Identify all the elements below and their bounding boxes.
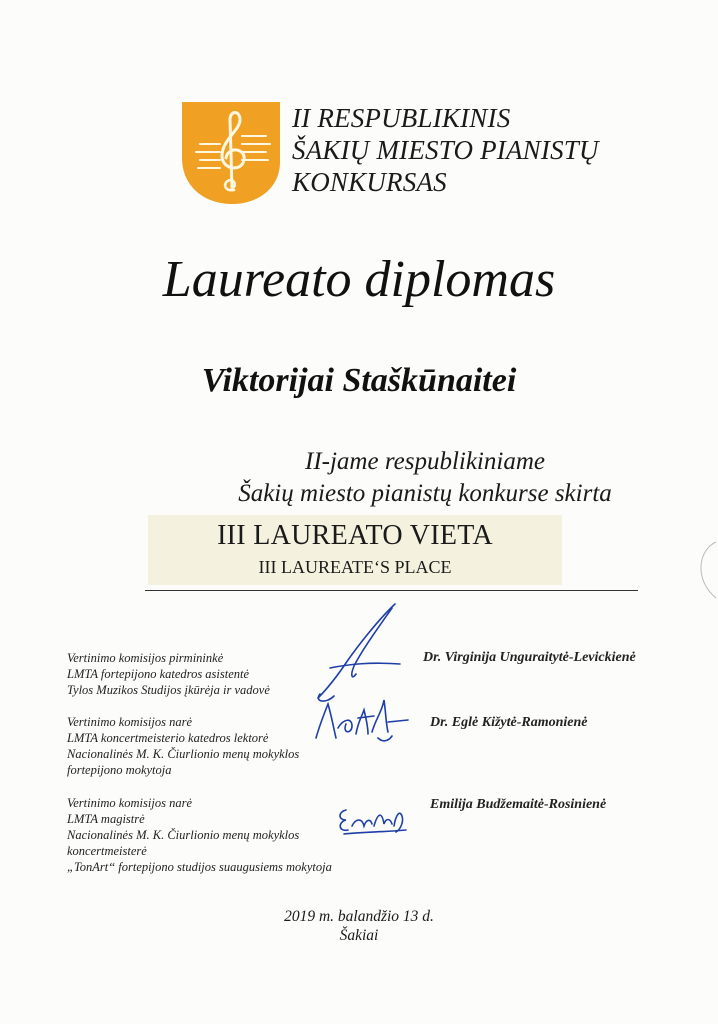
- recipient-name: Viktorijai Staškūnaitei: [201, 362, 517, 399]
- role-line: LMTA magistrė: [67, 812, 145, 826]
- role-line: Tylos Muzikos Studijos įkūrėja ir vadovė: [67, 683, 270, 697]
- role-line: Vertinimo komisijos narė: [67, 715, 192, 729]
- header-line-2: ŠAKIŲ MIESTO PIANISTŲ: [292, 135, 599, 165]
- divider-line: [145, 590, 638, 591]
- commission-member-3-role: [67, 795, 332, 875]
- header-line-1: II RESPUBLIKINIS: [292, 103, 511, 133]
- place-title-english: III LAUREATE‘S PLACE: [258, 557, 452, 577]
- header-line-3: KONKURSAS: [292, 167, 447, 197]
- award-text-line-1: II-jame respublikiniame: [305, 448, 545, 475]
- award-text-line-2: Šakių miesto pianistų konkurse skirta: [238, 480, 612, 507]
- treble-clef-logo: [180, 100, 282, 206]
- role-line: Vertinimo komisijos narė: [67, 796, 192, 810]
- commission-member-2-name: Dr. Eglė Kižytė-Ramonienė: [430, 715, 588, 730]
- role-line: LMTA fortepijono katedros asistentė: [67, 667, 250, 681]
- role-line: fortepijono mokytoja: [67, 763, 172, 777]
- date-place-block: [0, 907, 718, 945]
- commission-member-2-role: [67, 714, 299, 778]
- commission-member-3-name: Emilija Budžemaitė-Rosinienė: [430, 797, 607, 812]
- role-line: „TonArt“ fortepijono studijos suaugusiems mokytoja: [67, 860, 332, 874]
- role-line: Nacionalinės M. K. Čiurlionio menų mokyklos: [67, 747, 300, 761]
- role-line: Nacionalinės M. K. Čiurlionio menų mokyklos: [67, 828, 300, 842]
- role-line: LMTA koncertmeisterio katedros lektorė: [67, 731, 269, 745]
- role-line: koncertmeisterė: [67, 844, 147, 858]
- place-title: III LAUREATO VIETA: [217, 520, 493, 551]
- commission-member-1-role: [67, 650, 270, 698]
- diploma-place: Šakiai: [339, 927, 379, 944]
- role-line: Vertinimo komisijos pirmininkė: [67, 651, 224, 665]
- signature-3: [334, 802, 414, 842]
- paper-edge-mark: [688, 540, 718, 600]
- signature-2: [308, 688, 418, 748]
- diploma-title: Laureato diplomas: [162, 251, 556, 308]
- commission-member-1-name: Dr. Virginija Unguraitytė-Levickienė: [423, 650, 636, 665]
- competition-header: [292, 102, 599, 198]
- diploma-date: 2019 m. balandžio 13 d.: [284, 908, 434, 925]
